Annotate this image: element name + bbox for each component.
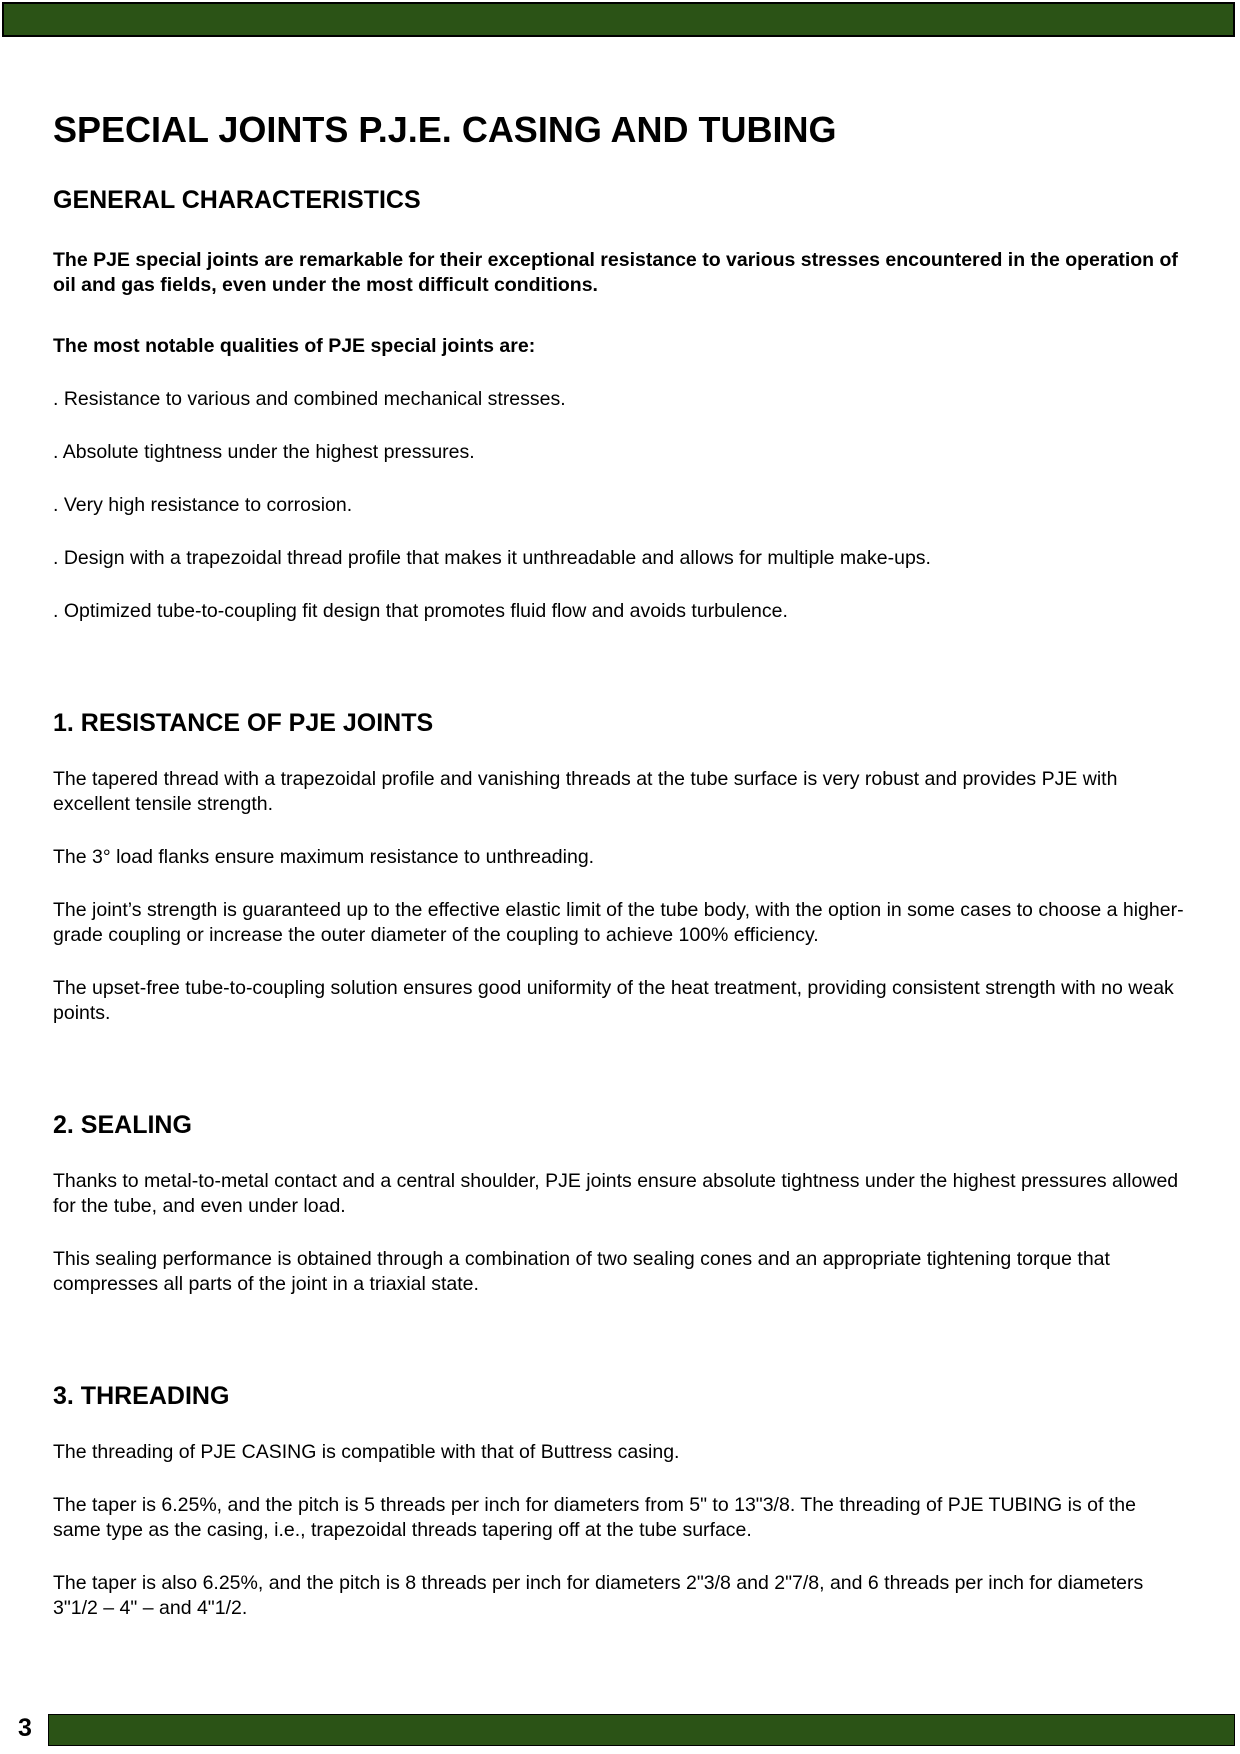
- section-3-paragraph-3: The taper is also 6.25%, and the pitch is 8 threads per inch for diameters 2"3/8 and 2"7/8, and 6 threads per inch for diameters 3"1/2 – 4" – and 4"1/2.: [53, 1572, 1144, 1619]
- footer-bar: [48, 1714, 1235, 1746]
- general-intro-paragraph: The PJE special joints are remarkable for their exceptional resistance to various stresses encountered in the operation of oil and gas fields, even under the most difficult conditions.: [53, 249, 1178, 296]
- quality-bullet-1: . Resistance to various and combined mechanical stresses.: [53, 388, 566, 410]
- section-1-heading: 1. RESISTANCE OF PJE JOINTS: [53, 709, 434, 737]
- section-2-heading: 2. SEALING: [53, 1111, 192, 1139]
- document-page: [53, 0, 1188, 1621]
- qualities-lead-paragraph: The most notable qualities of PJE special joints are:: [53, 335, 536, 357]
- quality-bullet-4: . Design with a trapezoidal thread profile that makes it unthreadable and allows for multiple make-ups.: [53, 547, 931, 569]
- quality-bullet-3: . Very high resistance to corrosion.: [53, 494, 353, 516]
- section-3-paragraph-2: The taper is 6.25%, and the pitch is 5 threads per inch for diameters from 5" to 13"3/8. The threading of PJE TUBING is of the same type as the casing, i.e., trapezoidal threads tapering off at the tube surface.: [53, 1494, 1136, 1541]
- section-1-paragraph-2: The 3° load flanks ensure maximum resistance to unthreading.: [53, 846, 595, 868]
- page-number: 3: [18, 1714, 32, 1742]
- quality-bullet-2: . Absolute tightness under the highest pressures.: [53, 441, 475, 463]
- section-1-paragraph-4: The upset-free tube-to-coupling solution ensures good uniformity of the heat treatment, providing consistent strength with no weak points.: [53, 977, 1174, 1024]
- page-title: SPECIAL JOINTS P.J.E. CASING AND TUBING: [53, 109, 837, 150]
- section-3-heading: 3. THREADING: [53, 1382, 230, 1410]
- quality-bullet-5: . Optimized tube-to-coupling fit design that promotes fluid flow and avoids turbulence.: [53, 600, 788, 622]
- section-1-paragraph-3: The joint’s strength is guaranteed up to the effective elastic limit of the tube body, with the option in some cases to choose a higher-grade coupling or increase the outer diameter of the coupling to achieve 100% efficiency.: [53, 899, 1184, 946]
- section-3-paragraph-1: The threading of PJE CASING is compatible with that of Buttress casing.: [53, 1441, 680, 1463]
- section-2-paragraph-1: Thanks to metal-to-metal contact and a central shoulder, PJE joints ensure absolute tightness under the highest pressures allowed for the tube, and even under load.: [53, 1170, 1179, 1217]
- section-1-paragraph-1: The tapered thread with a trapezoidal profile and vanishing threads at the tube surface is very robust and provides PJE with excellent tensile strength.: [53, 768, 1118, 815]
- general-characteristics-heading: GENERAL CHARACTERISTICS: [53, 186, 421, 214]
- section-2-paragraph-2: This sealing performance is obtained through a combination of two sealing cones and an appropriate tightening torque that compresses all parts of the joint in a triaxial state.: [53, 1248, 1110, 1295]
